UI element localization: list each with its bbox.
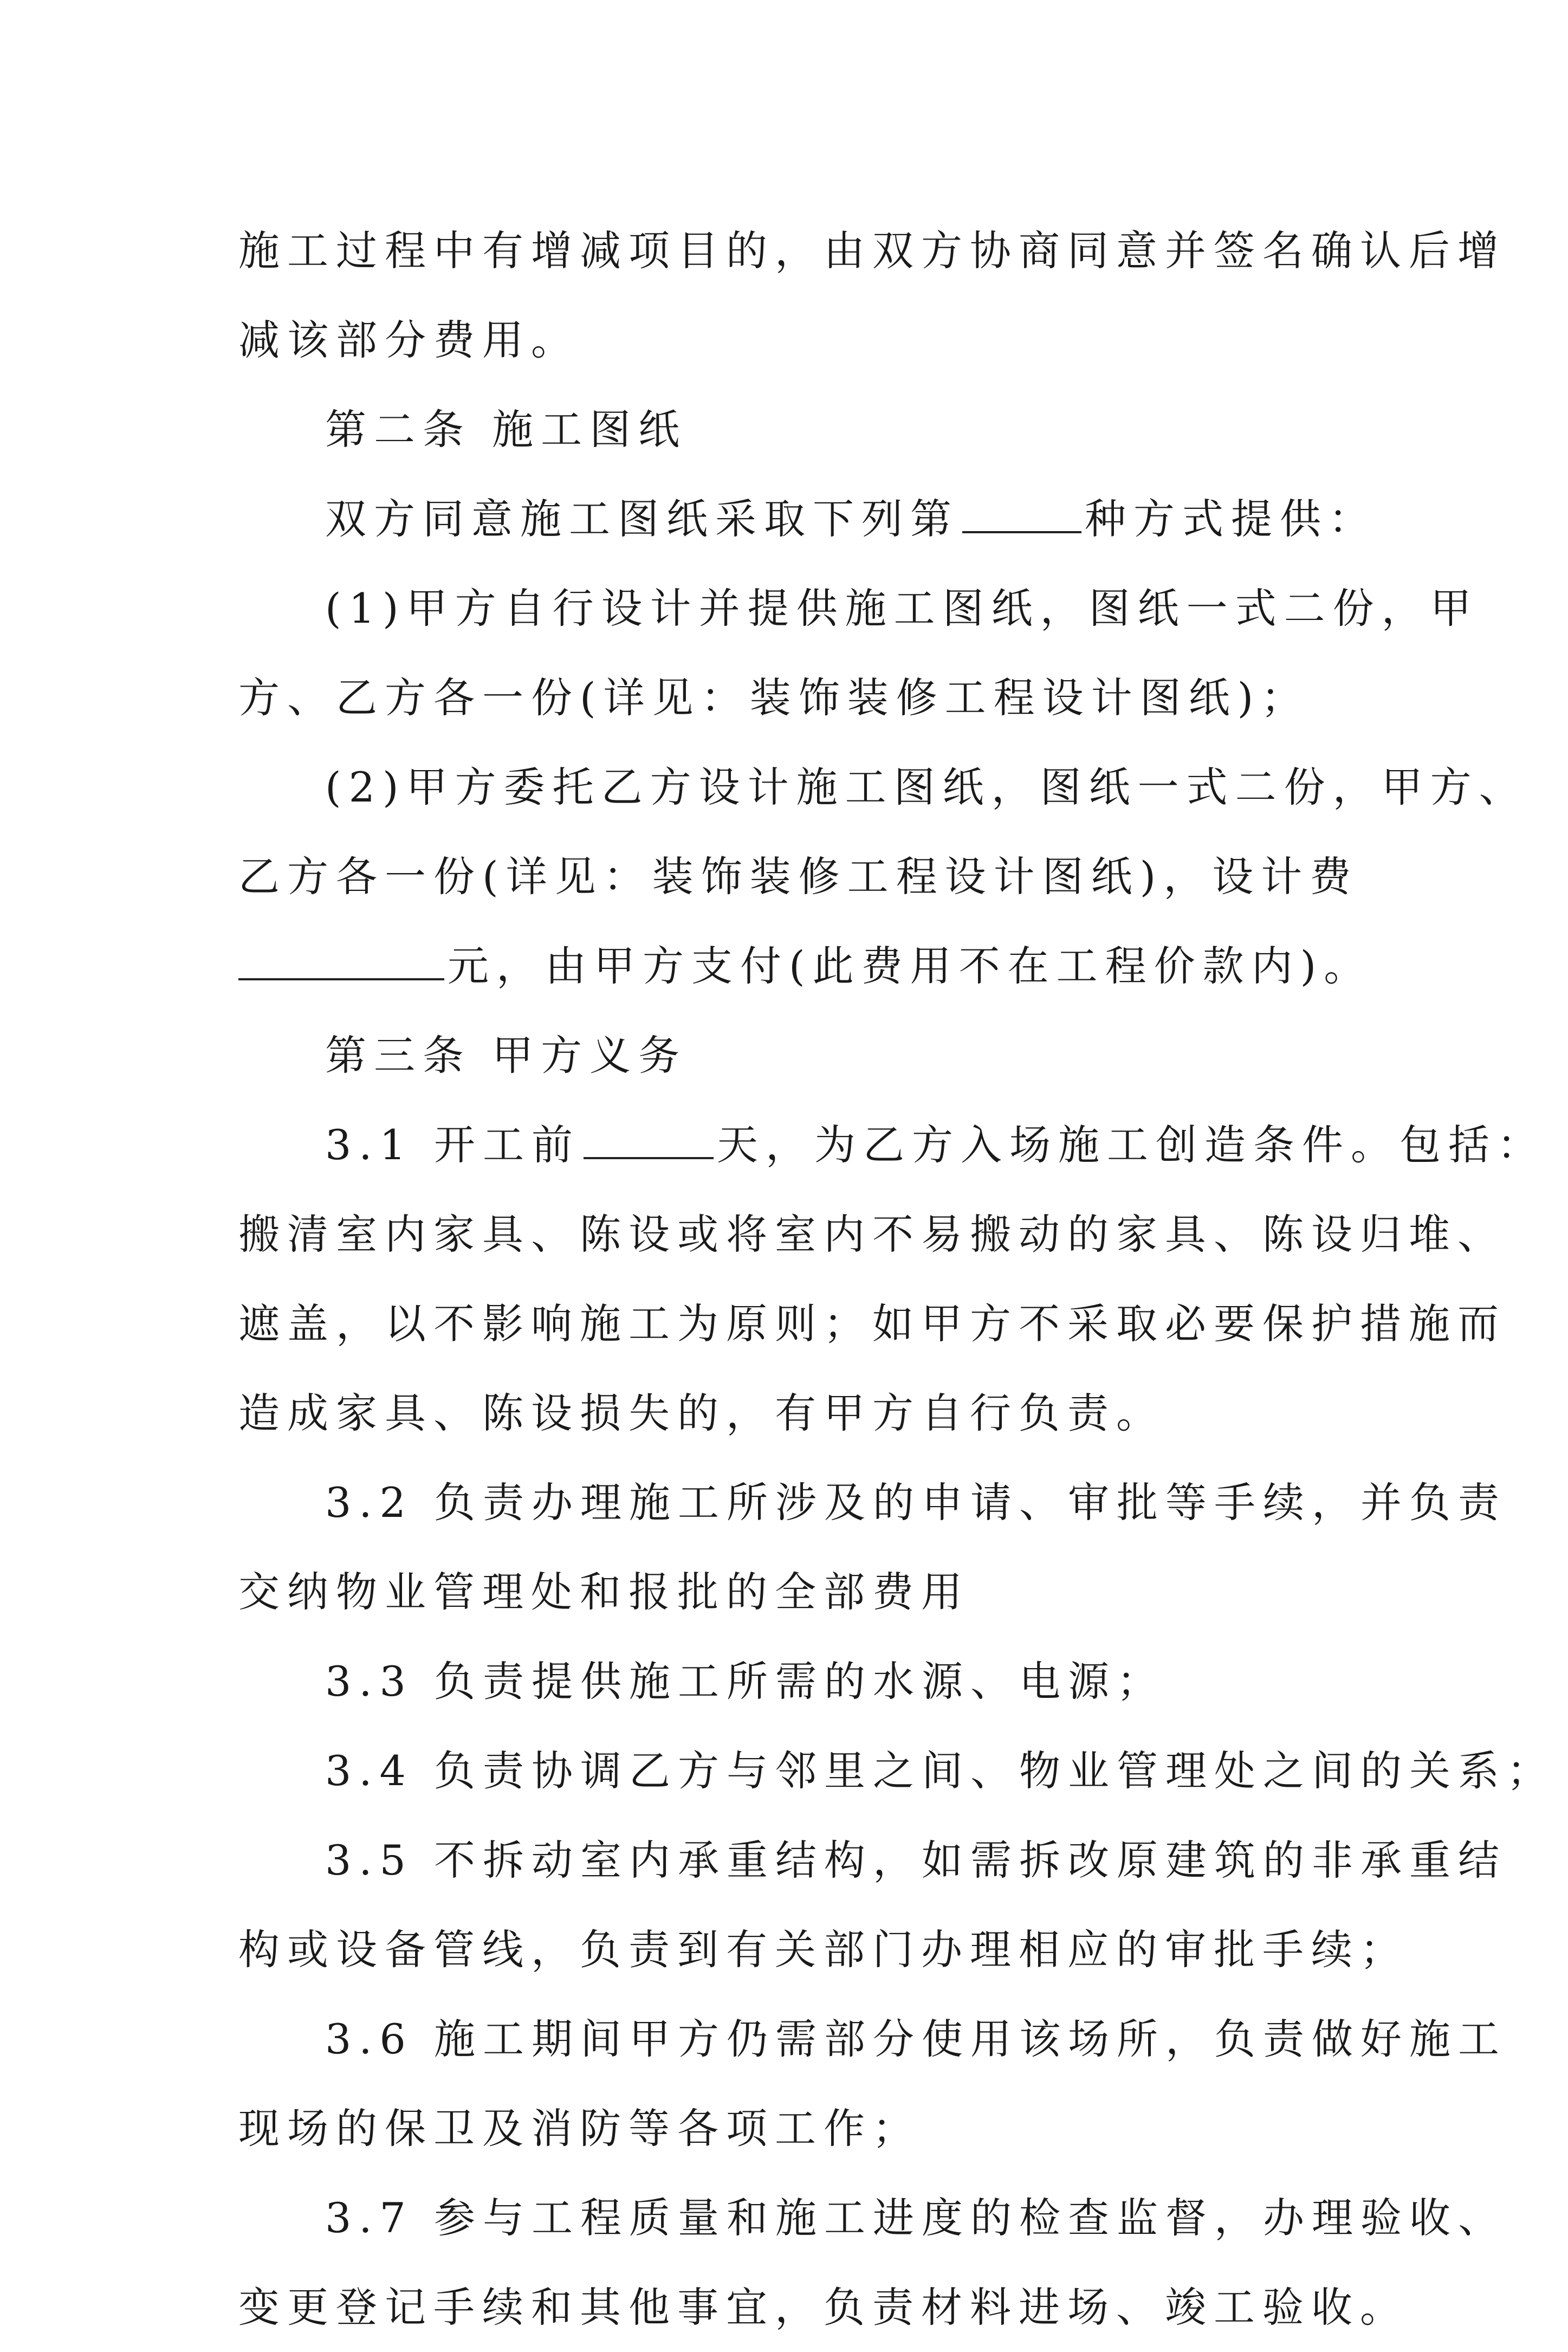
text-segment: 天，为乙方入场施工创造条件。包括： (717, 1121, 1546, 1169)
document-body (238, 206, 1556, 2352)
text-line: 3.5 不拆动室内承重结构，如需拆改原建筑的非承重结 (325, 1836, 1507, 1884)
text-segment: 3.1 开工前 (325, 1121, 581, 1169)
text-line: 搬清室内家具、陈设或将室内不易搬动的家具、陈设归堆、 (238, 1210, 1506, 1258)
fill-in-blank[interactable] (238, 946, 444, 980)
text-line: 减该部分费用。 (238, 316, 580, 364)
text-line: 造成家具、陈设损失的，有甲方自行负责。 (238, 1389, 1165, 1437)
text-line: 构或设备管线，负责到有关部门办理相应的审批手续； (238, 1925, 1409, 1974)
article-2-heading: 第二条 施工图纸 (325, 405, 688, 454)
text-segment: 双方同意施工图纸采取下列第 (325, 495, 959, 543)
text-line: 乙方各一份(详见：装饰装修工程设计图纸)，设计费 (238, 852, 1359, 901)
clause-3-1-line (238, 1100, 1546, 1190)
text-line: (2)甲方委托乙方设计施工图纸，图纸一式二份，甲方、 (325, 763, 1528, 811)
text-segment: 元，由甲方支付(此费用不在工程价款内)。 (448, 942, 1373, 990)
fill-in-blank[interactable] (584, 1125, 714, 1159)
design-fee-line (238, 921, 1373, 1011)
article-2-intro (238, 474, 1377, 564)
text-segment: 种方式提供： (1085, 495, 1377, 543)
text-line: 方、乙方各一份(详见：装饰装修工程设计图纸)； (238, 674, 1310, 722)
text-line: (1)甲方自行设计并提供施工图纸，图纸一式二份，甲 (325, 584, 1479, 632)
text-line: 3.3 负责提供施工所需的水源、电源； (325, 1657, 1166, 1705)
fill-in-blank[interactable] (962, 499, 1081, 533)
text-line: 现场的保卫及消防等各项工作； (238, 2104, 921, 2153)
text-line: 3.2 负责办理施工所涉及的申请、审批等手续，并负责 (325, 1478, 1507, 1527)
text-line: 3.6 施工期间甲方仍需部分使用该场所，负责做好施工 (325, 2015, 1507, 2063)
text-line: 交纳物业管理处和报批的全部费用 (238, 1568, 970, 1616)
article-3-heading: 第三条 甲方义务 (325, 1031, 688, 1080)
text-line: 遮盖，以不影响施工为原则；如甲方不采取必要保护措施而 (238, 1300, 1506, 1348)
text-line: 变更登记手续和其他事宜，负责材料进场、竣工验收。 (238, 2283, 1409, 2331)
text-line: 3.4 负责协调乙方与邻里之间、物业管理处之间的关系； (325, 1747, 1556, 1795)
text-line: 3.7 参与工程质量和施工进度的检查监督，办理验收、 (325, 2194, 1507, 2242)
text-line: 施工过程中有增减项目的，由双方协商同意并签名确认后增 (238, 227, 1506, 275)
